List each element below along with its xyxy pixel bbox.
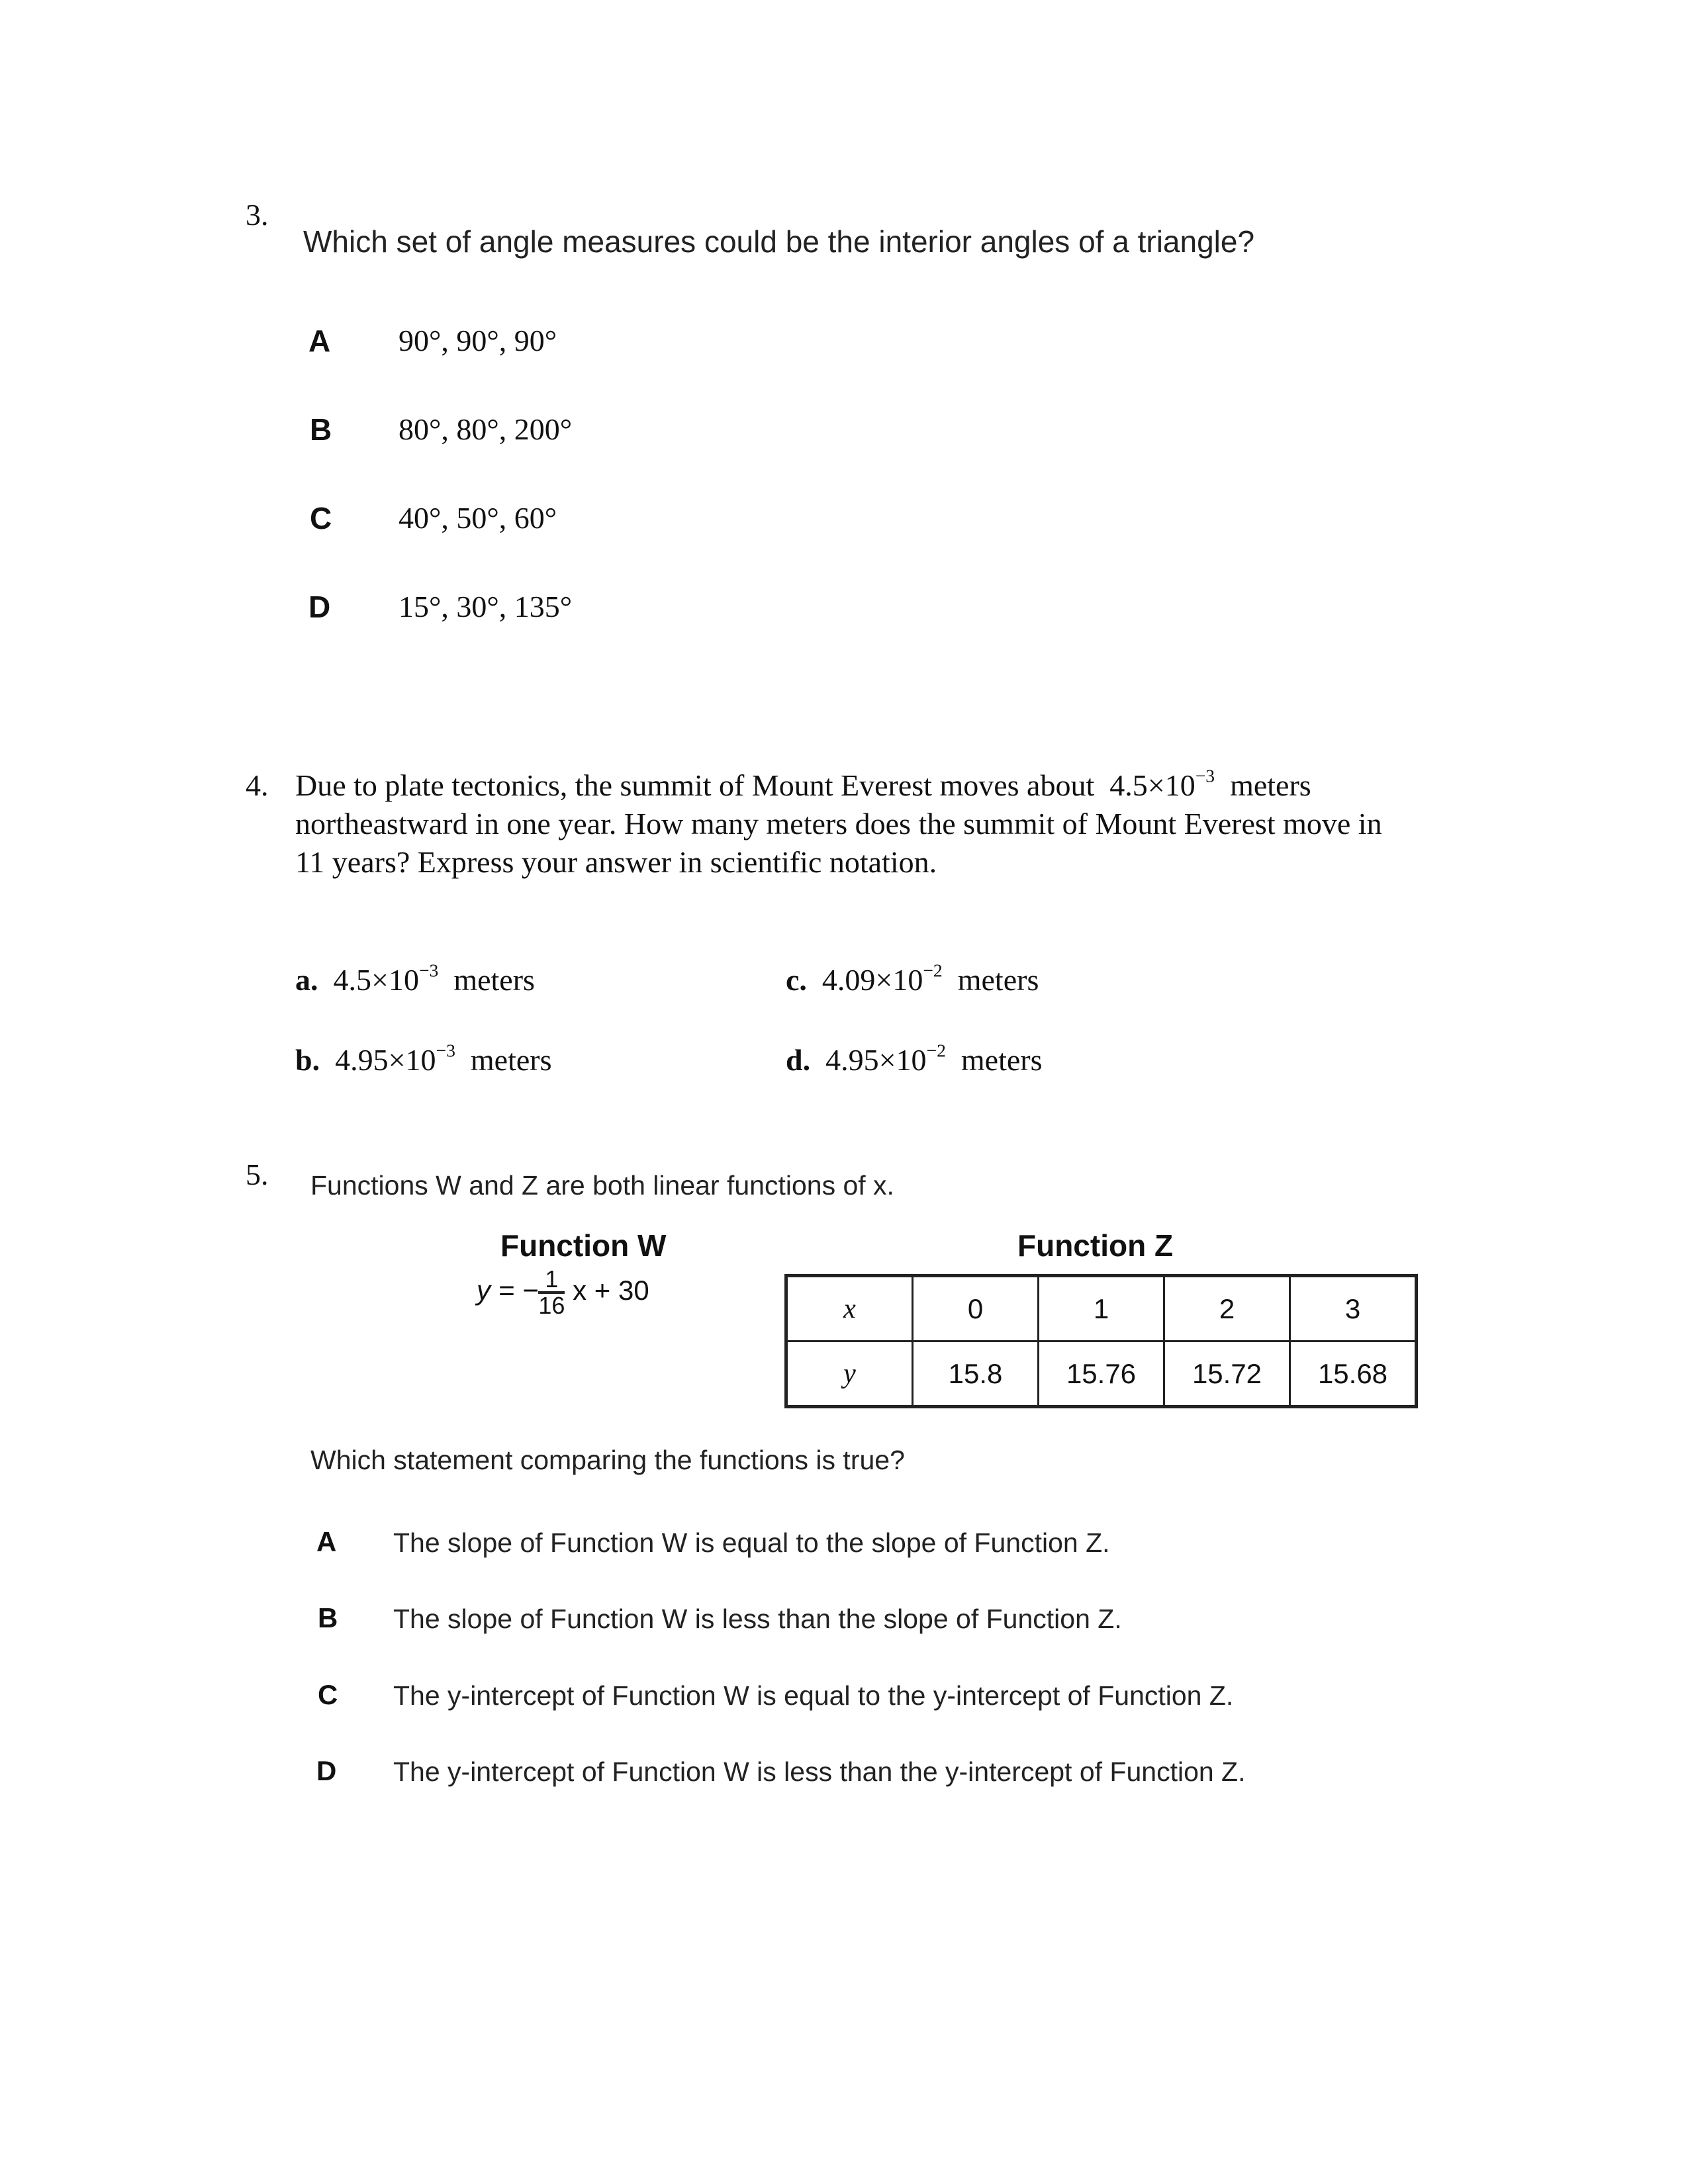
q5-option-c-text[interactable]: The y-intercept of Function W is equal to the y-intercept of Function Z.: [393, 1680, 1234, 1711]
q5-option-d-text[interactable]: The y-intercept of Function W is less than the y-intercept of Function Z.: [393, 1756, 1246, 1787]
y-value: 15.76: [1039, 1342, 1164, 1407]
x-value: 1: [1039, 1276, 1164, 1342]
q3-option-d-text[interactable]: 15°, 30°, 135°: [399, 590, 573, 623]
y-value: 15.68: [1290, 1342, 1417, 1407]
q5-option-a-letter[interactable]: A: [316, 1526, 337, 1557]
equation-lhs: y = −: [477, 1275, 539, 1306]
table-row-y: [786, 1342, 1417, 1407]
q3-option-a-text[interactable]: 90°, 90°, 90°: [399, 324, 557, 357]
option-mantissa: 4.5×10: [333, 963, 419, 997]
x-header: x: [786, 1276, 913, 1342]
function-w-title: Function W: [500, 1228, 667, 1263]
option-unit: meters: [453, 963, 535, 997]
q3-prompt: Which set of angle measures could be the interior angles of a triangle?: [303, 224, 1255, 259]
x-value: 0: [913, 1276, 1039, 1342]
option-letter: d.: [786, 1043, 811, 1077]
q3-option-b-letter[interactable]: B: [310, 412, 332, 447]
fraction-denominator: 16: [538, 1292, 565, 1319]
option-unit: meters: [470, 1043, 552, 1077]
q3-option-b-text[interactable]: 80°, 80°, 200°: [399, 412, 573, 446]
option-exponent: −3: [418, 960, 439, 981]
option-mantissa: 4.95×10: [335, 1043, 436, 1077]
q5-question: Which statement comparing the functions is true?: [310, 1445, 905, 1475]
option-exponent: −3: [436, 1040, 455, 1061]
function-z-table: [784, 1274, 1418, 1408]
option-letter: c.: [786, 963, 807, 997]
given-mantissa: 4.5×10: [1109, 768, 1196, 802]
q4-option-c[interactable]: [786, 962, 1039, 997]
function-z-title: Function Z: [1017, 1228, 1174, 1263]
x-value: 2: [1164, 1276, 1290, 1342]
option-exponent: −2: [926, 1040, 946, 1061]
q5-option-b-text[interactable]: The slope of Function W is less than the slope of Function Z.: [393, 1604, 1122, 1634]
option-exponent: −2: [923, 960, 943, 981]
option-unit: meters: [961, 1043, 1043, 1077]
fraction: [538, 1267, 565, 1318]
function-w-equation: [477, 1267, 649, 1318]
q4-number: 4.: [246, 768, 269, 802]
option-letter: b.: [295, 1043, 320, 1077]
x-value: 3: [1290, 1276, 1417, 1342]
q5-number: 5.: [246, 1158, 269, 1191]
q4-line-1-text: Due to plate tectonics, the summit of Mount Everest moves about: [295, 768, 1095, 802]
q4-option-a[interactable]: [295, 962, 535, 997]
q3-option-a-letter[interactable]: A: [308, 324, 331, 358]
q5-option-c-letter[interactable]: C: [318, 1679, 338, 1710]
q4-line-2: northeastward in one year. How many meters does the summit of Mount Everest move in: [295, 807, 1382, 841]
q3-option-c-text[interactable]: 40°, 50°, 60°: [399, 501, 557, 535]
y-header: y: [786, 1342, 913, 1407]
q4-option-d[interactable]: [786, 1042, 1043, 1077]
y-value: 15.72: [1164, 1342, 1290, 1407]
q5-option-d-letter[interactable]: D: [316, 1755, 337, 1786]
y-value: 15.8: [913, 1342, 1039, 1407]
option-mantissa: 4.09×10: [821, 963, 923, 997]
option-letter: a.: [295, 963, 318, 997]
equation-rhs: x + 30: [573, 1275, 649, 1306]
given-unit: meters: [1230, 768, 1311, 802]
option-mantissa: 4.95×10: [825, 1043, 927, 1077]
q4-line-3: 11 years? Express your answer in scientific notation.: [295, 845, 937, 879]
q5-option-b-letter[interactable]: B: [318, 1602, 338, 1633]
q4-option-b[interactable]: [295, 1042, 552, 1077]
q5-prompt: Functions W and Z are both linear functions of x.: [310, 1170, 894, 1201]
q3-option-c-letter[interactable]: C: [310, 501, 332, 535]
option-unit: meters: [957, 963, 1039, 997]
given-exponent: −3: [1195, 765, 1215, 786]
q3-number: 3.: [246, 198, 269, 232]
table-row-x: [786, 1276, 1417, 1342]
q4-line-1: [295, 765, 1311, 803]
q5-option-a-text[interactable]: The slope of Function W is equal to the slope of Function Z.: [393, 1527, 1110, 1558]
fraction-numerator: 1: [538, 1267, 565, 1294]
q3-option-d-letter[interactable]: D: [308, 590, 331, 624]
